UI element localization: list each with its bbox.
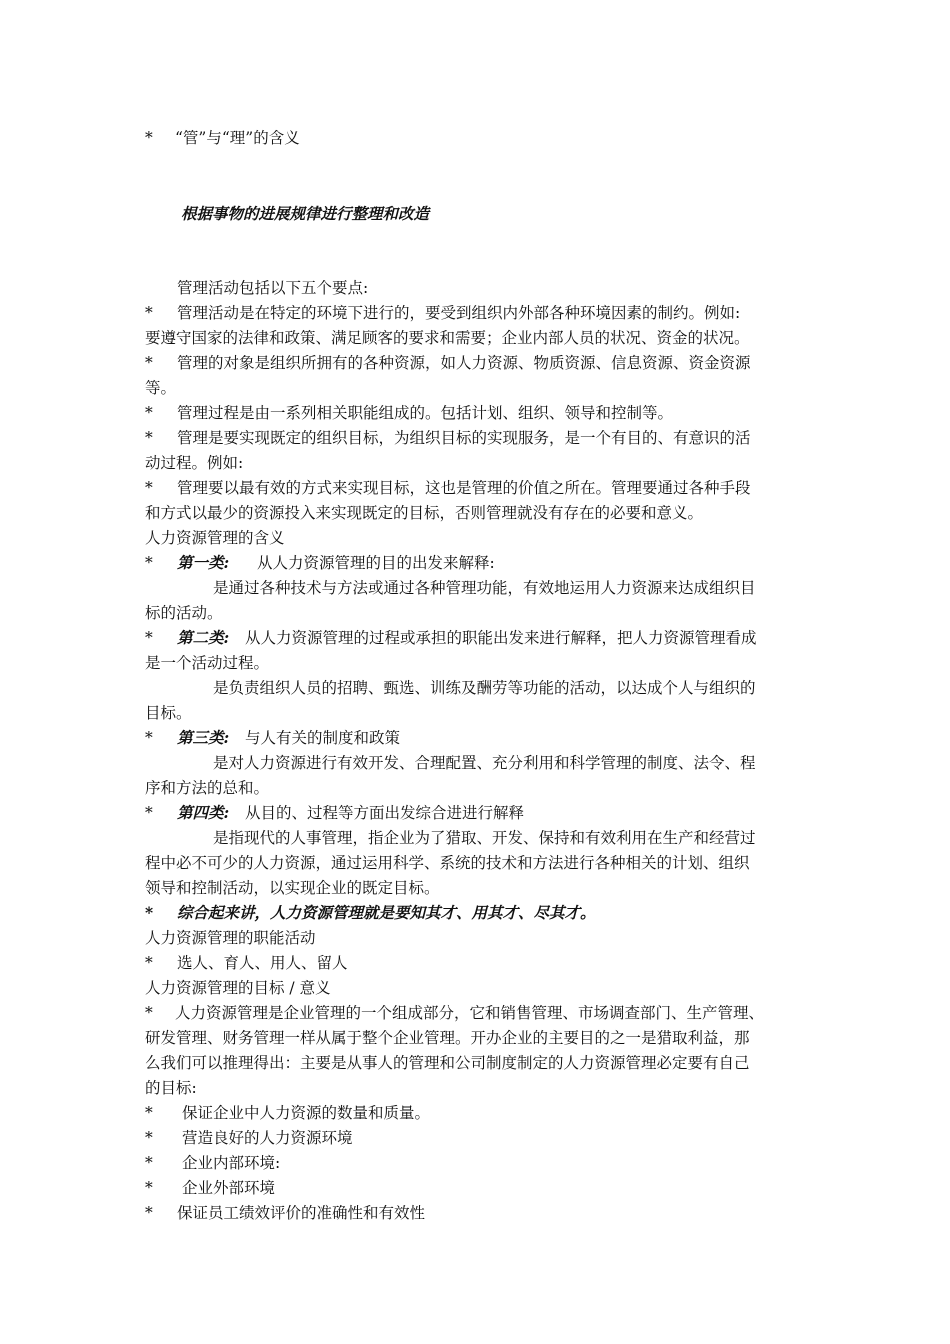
hrm-class-1-text: 从人力资源管理的目的出发来解释: xyxy=(257,554,495,572)
bullet-marker: * xyxy=(145,429,153,447)
goal-heading-text: 人力资源管理的目标 / 意义 xyxy=(145,979,331,997)
intro-title: “管”与“理”的含义 xyxy=(175,129,300,147)
hrm-summary-text: 综合起来讲，人力资源管理就是要知其才、用其才、尽其才。 xyxy=(177,903,596,922)
bullet-marker: * xyxy=(145,1004,153,1022)
bullet-marker: * xyxy=(145,1104,153,1122)
mgmt-point-3-text: 管理过程是由一系列相关职能组成的。包括计划、组织、领导和控制等。 xyxy=(177,404,674,422)
bullet-marker: * xyxy=(145,629,153,647)
bullet-marker: * xyxy=(145,804,153,822)
bullet-marker: * xyxy=(145,1154,153,1172)
func-heading-text: 人力资源管理的职能活动 xyxy=(145,929,316,947)
bullet-marker: * xyxy=(145,129,153,147)
bullet-marker: * xyxy=(145,404,153,422)
mgmt-point-5-cont-text: 和方式以最少的资源投入来实现既定的目标，否则管理就没有存在的必要和意义。 xyxy=(145,504,704,522)
bullet-marker: * xyxy=(145,1179,153,1197)
hrm-class-4-def-cont-text: 程中必不可少的人力资源，通过运用科学、系统的技术和方法进行各种相关的计划、组织 xyxy=(145,854,750,872)
hrm-class-4-def-cont-2-text: 领导和控制活动，以实现企业的既定目标。 xyxy=(145,879,440,897)
hrm-class-2-text: 从人力资源管理的过程或承担的职能出发来进行解释，把人力资源管理看成 xyxy=(245,629,757,647)
goal-item-5-text: 保证员工绩效评价的准确性和有效性 xyxy=(177,1204,426,1222)
hrm-class-4-text: 从目的、过程等方面出发综合进进行解释 xyxy=(245,804,525,822)
goal-para-text-4: 的目标: xyxy=(145,1079,197,1097)
mgmt-point-2-text: 管理的对象是组织所拥有的各种资源，如人力资源、物质资源、信息资源、资金资源 xyxy=(177,354,751,372)
hrm-class-4-def-text: 是指现代的人事管理，指企业为了猎取、开发、保持和有效利用在生产和经营过 xyxy=(213,829,756,847)
mgmt-point-1-text: 管理活动是在特定的环境下进行的，要受到组织内外部各种环境因素的制约。例如: xyxy=(177,304,741,322)
bullet-marker: * xyxy=(145,554,153,572)
bullet-marker: * xyxy=(145,479,153,497)
bullet-marker: * xyxy=(145,729,153,747)
goal-item-4-text: 企业外部环境 xyxy=(182,1179,276,1197)
hrm-class-3-text: 与人有关的制度和政策 xyxy=(245,729,401,747)
hrm-class-1-def-cont-text: 标的活动。 xyxy=(145,604,223,622)
hrm-class-4-label: 第四类: xyxy=(177,803,230,822)
hrm-class-3-def-text: 是对人力资源进行有效开发、合理配置、充分利用和科学管理的制度、法令、程 xyxy=(213,754,756,772)
bullet-marker: * xyxy=(145,903,154,922)
bullet-marker: * xyxy=(145,304,153,322)
bullet-marker: * xyxy=(145,954,153,972)
hrm-class-3-label: 第三类: xyxy=(177,728,230,747)
bullet-marker: * xyxy=(145,1204,153,1222)
hrm-class-2-def-text: 是负责组织人员的招聘、甄选、训练及酬劳等功能的活动，以达成个人与组织的 xyxy=(213,679,756,697)
hrm-class-1-label: 第一类: xyxy=(177,553,230,572)
bullet-marker: * xyxy=(145,1129,153,1147)
mgmt-point-4-text: 管理是要实现既定的组织目标，为组织目标的实现服务，是一个有目的、有意识的活 xyxy=(177,429,751,447)
hrm-class-2-cont-text: 是一个活动过程。 xyxy=(145,654,270,672)
goal-para-text-2: 研发管理、财务管理一样从属于整个企业管理。开办企业的主要目的之一是猎取利益，那 xyxy=(145,1029,750,1047)
mgmt-point-1-cont-text: 要遵守国家的法律和政策、满足顾客的要求和需要；企业内部人员的状况、资金的状况。 xyxy=(145,329,750,347)
mgmt-point-2-cont-text: 等。 xyxy=(145,379,177,397)
func-item-text: 选人、育人、用人、留人 xyxy=(177,954,348,972)
mgmt-lead-text: 管理活动包括以下五个要点: xyxy=(177,279,369,297)
hrm-heading-text: 人力资源管理的含义 xyxy=(145,529,285,547)
goal-para-text-1: 人力资源管理是企业管理的一个组成部分，它和销售管理、市场调查部门、生产管理、 xyxy=(175,1004,765,1022)
goal-item-2-text: 营造良好的人力资源环境 xyxy=(182,1129,353,1147)
hrm-class-2-label: 第二类: xyxy=(177,628,230,647)
goal-item-1-text: 保证企业中人力资源的数量和质量。 xyxy=(182,1104,431,1122)
mgmt-point-5-text: 管理要以最有效的方式来实现目标，这也是管理的价值之所在。管理要通过各种手段 xyxy=(177,479,751,497)
hrm-class-3-def-cont-text: 序和方法的总和。 xyxy=(145,779,270,797)
hrm-class-1-def-text: 是通过各种技术与方法或通过各种管理功能，有效地运用人力资源来达成组织目 xyxy=(213,579,756,597)
hrm-class-2-def-cont-text: 目标。 xyxy=(145,704,192,722)
mgmt-point-4-cont-text: 动过程。例如: xyxy=(145,454,244,472)
bullet-marker: * xyxy=(145,354,153,372)
emphasis-text: 根据事物的进展规律进行整理和改造 xyxy=(181,204,430,223)
goal-para-text-3: 么我们可以推理得出：主要是从事人的管理和公司制度制定的人力资源管理必定要有自己 xyxy=(145,1054,750,1072)
goal-item-3-text: 企业内部环境: xyxy=(182,1154,281,1172)
